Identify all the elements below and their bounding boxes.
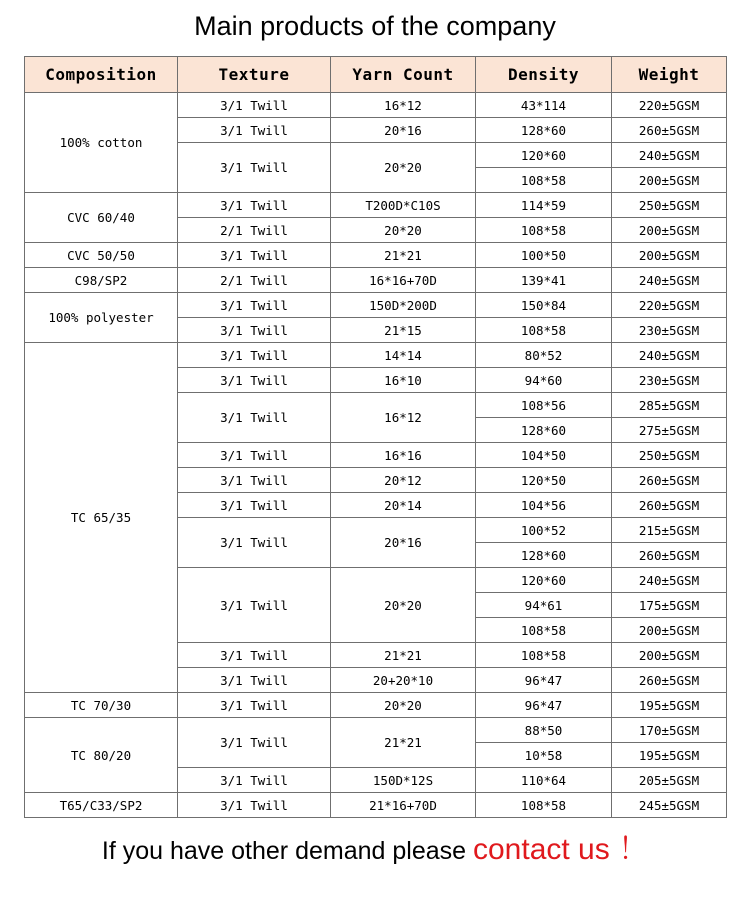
products-table (24, 56, 727, 818)
composition-cell: T65/C33/SP2 (25, 793, 178, 818)
yarn-count-cell: 21*21 (331, 718, 476, 768)
weight-cell: 285±5GSM (612, 393, 727, 418)
density-cell: 120*50 (476, 468, 612, 493)
yarn-count-cell: 150D*12S (331, 768, 476, 793)
texture-cell: 3/1 Twill (178, 693, 331, 718)
weight-cell: 230±5GSM (612, 368, 727, 393)
weight-cell: 260±5GSM (612, 668, 727, 693)
yarn-count-cell: T200D*C10S (331, 193, 476, 218)
density-cell: 150*84 (476, 293, 612, 318)
density-cell: 128*60 (476, 118, 612, 143)
weight-cell: 240±5GSM (612, 143, 727, 168)
density-cell: 94*61 (476, 593, 612, 618)
texture-cell: 3/1 Twill (178, 93, 331, 118)
texture-cell: 3/1 Twill (178, 343, 331, 368)
texture-cell: 3/1 Twill (178, 793, 331, 818)
density-cell: 100*52 (476, 518, 612, 543)
column-header-texture: Texture (178, 57, 331, 93)
weight-cell: 215±5GSM (612, 518, 727, 543)
yarn-count-cell: 20*20 (331, 218, 476, 243)
column-header-density: Density (476, 57, 612, 93)
composition-cell: CVC 50/50 (25, 243, 178, 268)
table-body (25, 93, 727, 818)
table-row (25, 793, 727, 818)
density-cell: 80*52 (476, 343, 612, 368)
yarn-count-cell: 21*21 (331, 243, 476, 268)
yarn-count-cell: 16*10 (331, 368, 476, 393)
density-cell: 114*59 (476, 193, 612, 218)
yarn-count-cell: 16*12 (331, 93, 476, 118)
density-cell: 96*47 (476, 693, 612, 718)
weight-cell: 240±5GSM (612, 568, 727, 593)
texture-cell: 3/1 Twill (178, 368, 331, 393)
table-row (25, 93, 727, 118)
weight-cell: 240±5GSM (612, 268, 727, 293)
yarn-count-cell: 20*16 (331, 118, 476, 143)
weight-cell: 200±5GSM (612, 218, 727, 243)
density-cell: 96*47 (476, 668, 612, 693)
texture-cell: 3/1 Twill (178, 568, 331, 643)
texture-cell: 3/1 Twill (178, 643, 331, 668)
column-header-weight: Weight (612, 57, 727, 93)
density-cell: 120*60 (476, 143, 612, 168)
density-cell: 104*50 (476, 443, 612, 468)
texture-cell: 3/1 Twill (178, 143, 331, 193)
density-cell: 128*60 (476, 418, 612, 443)
weight-cell: 260±5GSM (612, 118, 727, 143)
weight-cell: 250±5GSM (612, 443, 727, 468)
composition-cell: TC 65/35 (25, 343, 178, 693)
texture-cell: 3/1 Twill (178, 443, 331, 468)
weight-cell: 250±5GSM (612, 193, 727, 218)
texture-cell: 3/1 Twill (178, 493, 331, 518)
texture-cell: 3/1 Twill (178, 768, 331, 793)
page-title: Main products of the company (194, 11, 556, 41)
yarn-count-cell: 20*16 (331, 518, 476, 568)
weight-cell: 260±5GSM (612, 493, 727, 518)
texture-cell: 3/1 Twill (178, 318, 331, 343)
contact-us-link[interactable]: contact us ！ (473, 833, 649, 866)
column-header-yarn-count: Yarn Count (331, 57, 476, 93)
table-row (25, 293, 727, 318)
weight-cell: 260±5GSM (612, 468, 727, 493)
composition-cell: C98/SP2 (25, 268, 178, 293)
weight-cell: 240±5GSM (612, 343, 727, 368)
density-cell: 120*60 (476, 568, 612, 593)
density-cell: 108*58 (476, 168, 612, 193)
density-cell: 10*58 (476, 743, 612, 768)
column-header-composition: Composition (25, 57, 178, 93)
yarn-count-cell: 20*14 (331, 493, 476, 518)
footer-text: If you have other demand please (101, 837, 467, 865)
weight-cell: 195±5GSM (612, 693, 727, 718)
yarn-count-cell: 20*20 (331, 143, 476, 193)
density-cell: 108*58 (476, 793, 612, 818)
composition-cell: 100% polyester (25, 293, 178, 343)
yarn-count-cell: 21*15 (331, 318, 476, 343)
weight-cell: 245±5GSM (612, 793, 727, 818)
footer-message (0, 832, 750, 869)
composition-cell: TC 80/20 (25, 718, 178, 793)
table-row (25, 693, 727, 718)
weight-cell: 175±5GSM (612, 593, 727, 618)
table-row (25, 243, 727, 268)
weight-cell: 200±5GSM (612, 643, 727, 668)
yarn-count-cell: 16*16+70D (331, 268, 476, 293)
yarn-count-cell: 14*14 (331, 343, 476, 368)
yarn-count-cell: 21*16+70D (331, 793, 476, 818)
texture-cell: 2/1 Twill (178, 268, 331, 293)
weight-cell: 200±5GSM (612, 168, 727, 193)
table-row (25, 193, 727, 218)
weight-cell: 200±5GSM (612, 618, 727, 643)
weight-cell: 275±5GSM (612, 418, 727, 443)
table-row (25, 268, 727, 293)
texture-cell: 2/1 Twill (178, 218, 331, 243)
density-cell: 110*64 (476, 768, 612, 793)
composition-cell: CVC 60/40 (25, 193, 178, 243)
texture-cell: 3/1 Twill (178, 468, 331, 493)
table-row (25, 718, 727, 743)
yarn-count-cell: 21*21 (331, 643, 476, 668)
density-cell: 43*114 (476, 93, 612, 118)
weight-cell: 220±5GSM (612, 293, 727, 318)
yarn-count-cell: 20*12 (331, 468, 476, 493)
density-cell: 139*41 (476, 268, 612, 293)
weight-cell: 220±5GSM (612, 93, 727, 118)
density-cell: 108*56 (476, 393, 612, 418)
density-cell: 100*50 (476, 243, 612, 268)
texture-cell: 3/1 Twill (178, 518, 331, 568)
weight-cell: 170±5GSM (612, 718, 727, 743)
density-cell: 128*60 (476, 543, 612, 568)
density-cell: 88*50 (476, 718, 612, 743)
composition-cell: TC 70/30 (25, 693, 178, 718)
density-cell: 108*58 (476, 643, 612, 668)
texture-cell: 3/1 Twill (178, 118, 331, 143)
texture-cell: 3/1 Twill (178, 718, 331, 768)
weight-cell: 260±5GSM (612, 543, 727, 568)
weight-cell: 205±5GSM (612, 768, 727, 793)
yarn-count-cell: 16*16 (331, 443, 476, 468)
density-cell: 94*60 (476, 368, 612, 393)
weight-cell: 195±5GSM (612, 743, 727, 768)
density-cell: 104*56 (476, 493, 612, 518)
texture-cell: 3/1 Twill (178, 193, 331, 218)
texture-cell: 3/1 Twill (178, 293, 331, 318)
table-header-row (25, 57, 727, 93)
density-cell: 108*58 (476, 618, 612, 643)
composition-cell: 100% cotton (25, 93, 178, 193)
yarn-count-cell: 150D*200D (331, 293, 476, 318)
texture-cell: 3/1 Twill (178, 393, 331, 443)
density-cell: 108*58 (476, 318, 612, 343)
yarn-count-cell: 16*12 (331, 393, 476, 443)
yarn-count-cell: 20*20 (331, 568, 476, 643)
density-cell: 108*58 (476, 218, 612, 243)
yarn-count-cell: 20+20*10 (331, 668, 476, 693)
weight-cell: 200±5GSM (612, 243, 727, 268)
yarn-count-cell: 20*20 (331, 693, 476, 718)
texture-cell: 3/1 Twill (178, 668, 331, 693)
texture-cell: 3/1 Twill (178, 243, 331, 268)
weight-cell: 230±5GSM (612, 318, 727, 343)
table-row (25, 343, 727, 368)
